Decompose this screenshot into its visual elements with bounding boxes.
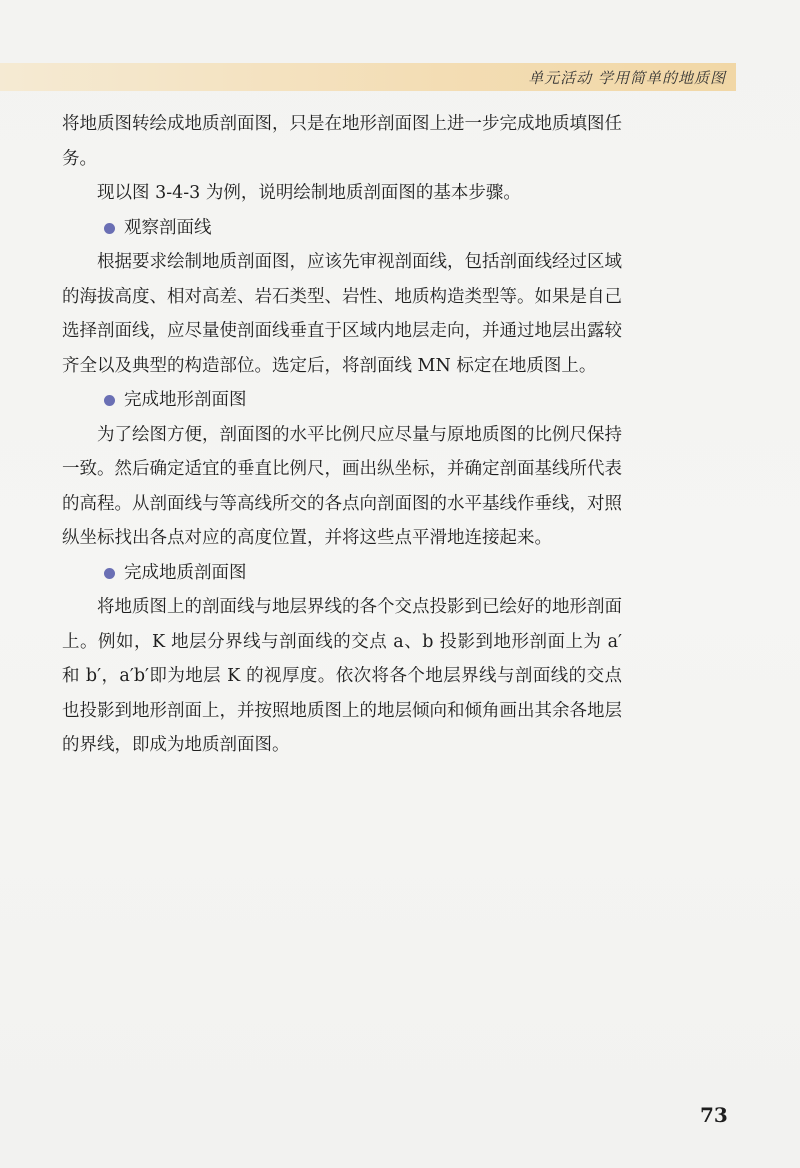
step-heading-geology	[62, 556, 622, 591]
step-heading-terrain	[62, 383, 622, 418]
step-heading-observe	[62, 211, 622, 246]
step-paragraph-terrain: 为了绘图方便，剖面图的水平比例尺应尽量与原地质图的比例尺保持一致。然后确定适宜的垂直比例尺，画出纵坐标，并确定剖面基线所代表的高程。从剖面线与等高线所交的各点向剖面图的水平基线作垂线，对照纵坐标找出各点对应的高度位置，并将这些点平滑地连接起来。	[62, 424, 622, 548]
bullet-icon	[104, 395, 115, 406]
intro-paragraph: 将地质图转绘成地质剖面图，只是在地形剖面图上进一步完成地质填图任务。	[62, 114, 622, 169]
bullet-icon	[104, 223, 115, 234]
step-heading-label: 完成地形剖面图	[124, 390, 247, 410]
bullet-icon	[104, 568, 115, 579]
running-header-title: 单元活动 学用简单的地质图	[528, 69, 726, 87]
step-heading-label: 完成地质剖面图	[124, 562, 247, 583]
step-heading-label: 观察剖面线	[124, 217, 212, 238]
page-number: 73	[700, 1103, 728, 1127]
page-body	[62, 107, 622, 763]
example-paragraph: 现以图 3-4-3 为例，说明绘制地质剖面图的基本步骤。	[97, 183, 521, 203]
running-header	[0, 63, 736, 91]
step-paragraph-observe: 根据要求绘制地质剖面图，应该先审视剖面线，包括剖面线经过区域的海拔高度、相对高差、岩石类型、岩性、地质构造类型等。如果是自己选择剖面线，应尽量使剖面线垂直于区域内地层走向，并通过地层出露较齐全以及典型的构造部位。选定后，将剖面线 MN 标定在地质图上。	[62, 252, 622, 376]
step-paragraph-geology: 将地质图上的剖面线与地层界线的各个交点投影到已绘好的地形剖面上。例如，K 地层分界线与剖面线的交点 a、b 投影到地形剖面上为 a′和 b′，a′b′即为地层 K 的视厚度。依次将各个地层界线与剖面线的交点也投影到地形剖面上，并按照地质图上的地层倾向和倾角画出其余各地层的界线，即成为地质剖面图。	[62, 597, 622, 755]
